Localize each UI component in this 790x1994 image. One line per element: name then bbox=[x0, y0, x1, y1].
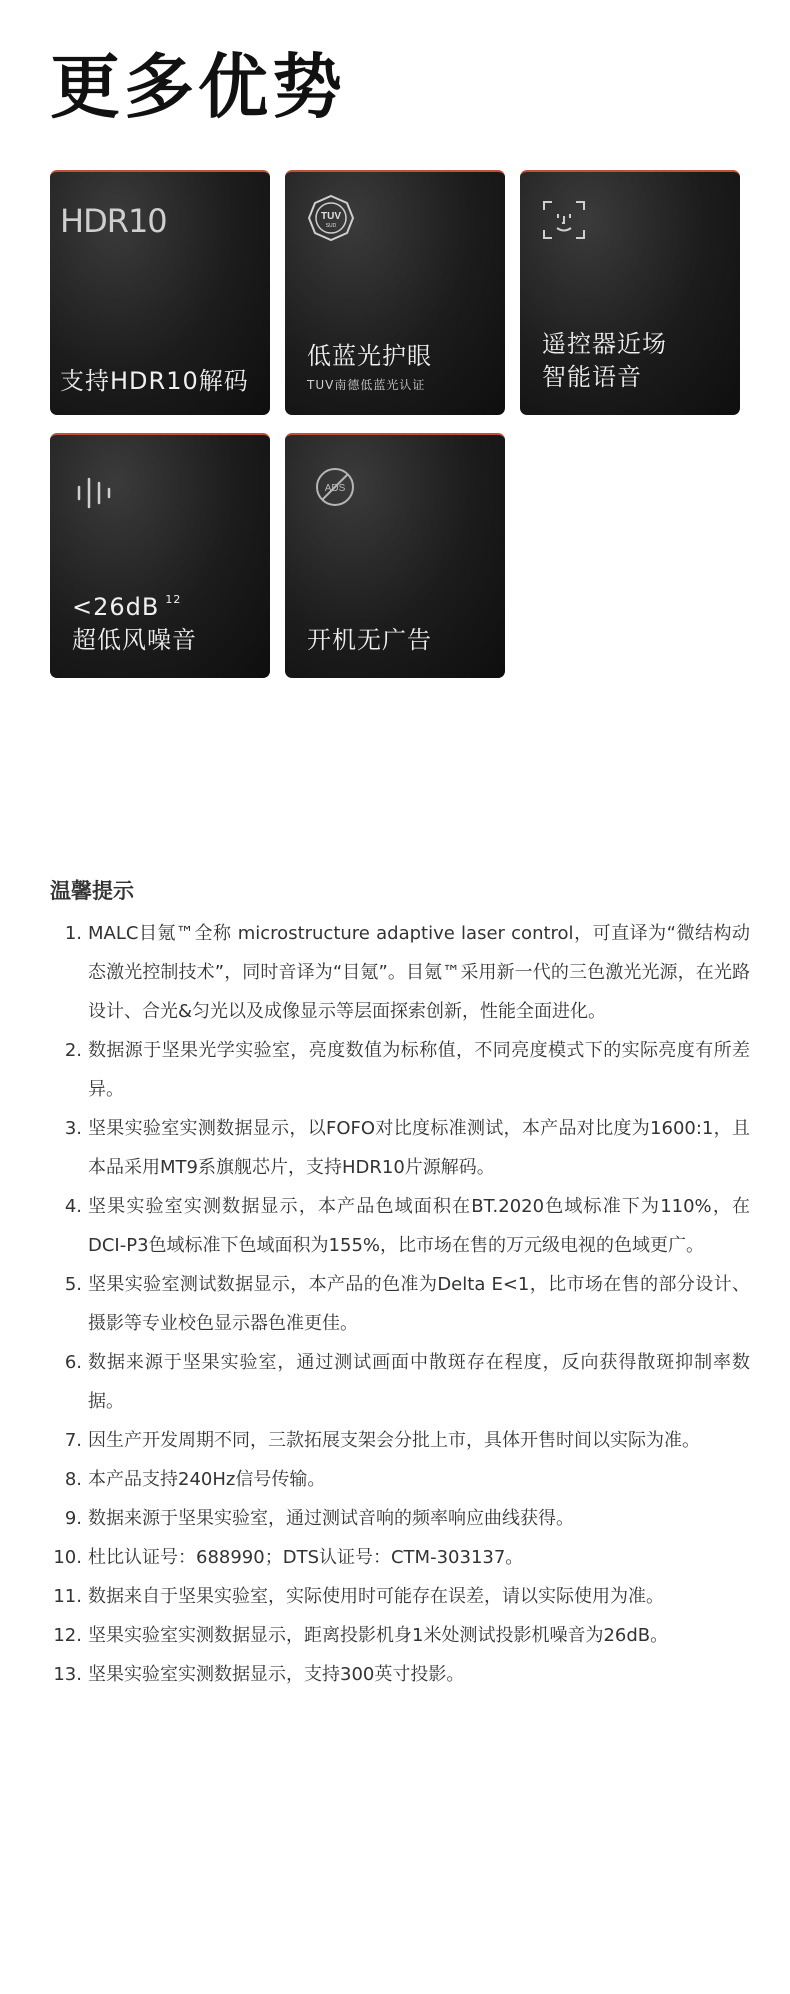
tuv-badge-top: TUV bbox=[321, 211, 341, 222]
note-number: 12. bbox=[53, 1625, 82, 1646]
note-text: 坚果实验室实测数据显示，以FOFO对比度标准测试，本产品对比度为1600:1，且本品采用MT9系旗舰芯片，支持HDR10片源解码。 bbox=[88, 1118, 750, 1178]
feature-card-low-blue-light bbox=[285, 170, 505, 415]
note-number: 11. bbox=[53, 1586, 82, 1607]
note-number: 8. bbox=[64, 1469, 82, 1490]
ads-badge-text: ADS bbox=[324, 483, 346, 494]
footnote-ref: 12 bbox=[165, 593, 182, 607]
note-text: 数据来自于坚果实验室，实际使用时可能存在误差，请以实际使用为准。 bbox=[88, 1586, 664, 1607]
noise-level-value: <26dB bbox=[72, 593, 160, 622]
feature-text-block bbox=[72, 591, 197, 656]
note-text: 数据来源于坚果实验室，通过测试画面中散斑存在程度，反向获得散斑抑制率数据。 bbox=[88, 1352, 750, 1412]
sound-wave-icon bbox=[74, 473, 114, 517]
feature-text-block bbox=[307, 624, 432, 656]
feature-card-hdr10 bbox=[50, 170, 270, 415]
notes-list bbox=[50, 914, 750, 1694]
note-text: MALC目氪™全称 microstructure adaptive laser control，可直译为“微结构动态激光控制技术”，同时音译为“目氪”。目氪™采用新一代的三色激光光源，在光路设计、合光&匀光以及成像显示等层面探索创新，性能全面进化。 bbox=[88, 923, 750, 1022]
note-number: 2. bbox=[64, 1040, 82, 1061]
note-item bbox=[50, 1538, 750, 1577]
hdr10-label: HDR10 bbox=[60, 202, 167, 240]
note-number: 7. bbox=[64, 1430, 82, 1451]
note-item bbox=[50, 1265, 750, 1343]
note-text: 坚果实验室实测数据显示，距离投影机身1米处测试投影机噪音为26dB。 bbox=[88, 1625, 669, 1646]
feature-card-voice bbox=[520, 170, 740, 415]
feature-subtext: TUV南德低蓝光认证 bbox=[307, 377, 426, 392]
face-scan-icon bbox=[542, 198, 586, 246]
note-item bbox=[50, 1031, 750, 1109]
note-item bbox=[50, 1577, 750, 1616]
feature-text-block bbox=[307, 340, 432, 393]
feature-card-noise bbox=[50, 433, 270, 678]
note-number: 5. bbox=[64, 1274, 82, 1295]
note-item bbox=[50, 1187, 750, 1265]
note-text: 杜比认证号：688990；DTS认证号：CTM-303137。 bbox=[88, 1547, 524, 1568]
no-ads-icon bbox=[313, 465, 357, 513]
note-item bbox=[50, 1109, 750, 1187]
note-item bbox=[50, 1460, 750, 1499]
note-number: 9. bbox=[64, 1508, 82, 1529]
note-item bbox=[50, 1499, 750, 1538]
feature-text: 超低风噪音 bbox=[72, 625, 197, 654]
note-text: 数据源于坚果光学实验室，亮度数值为标称值，不同亮度模式下的实际亮度有所差异。 bbox=[88, 1040, 750, 1100]
feature-text: 低蓝光护眼 bbox=[307, 342, 432, 371]
page-title: 更多优势 bbox=[50, 46, 346, 128]
feature-text-line1: 遥控器近场 bbox=[542, 330, 667, 359]
feature-text-block bbox=[542, 328, 667, 393]
feature-text-line2: 智能语音 bbox=[542, 362, 642, 391]
note-item bbox=[50, 1421, 750, 1460]
note-text: 本产品支持240Hz信号传输。 bbox=[88, 1469, 326, 1490]
note-text: 因生产开发周期不同，三款拓展支架会分批上市，具体开售时间以实际为准。 bbox=[88, 1430, 700, 1451]
note-number: 6. bbox=[64, 1352, 82, 1373]
note-text: 数据来源于坚果实验室，通过测试音响的频率响应曲线获得。 bbox=[88, 1508, 574, 1529]
noise-level bbox=[72, 591, 197, 623]
note-text: 坚果实验室实测数据显示，本产品色域面积在BT.2020色域标准下为110%，在DCI-P3色域标准下色域面积为155%，比市场在售的万元级电视的色域更广。 bbox=[88, 1196, 750, 1256]
feature-text: 开机无广告 bbox=[307, 625, 432, 654]
note-item bbox=[50, 1616, 750, 1655]
tuv-badge-icon bbox=[307, 194, 355, 246]
note-number: 4. bbox=[64, 1196, 82, 1217]
note-item bbox=[50, 1343, 750, 1421]
note-number: 1. bbox=[64, 923, 82, 944]
feature-text: 支持HDR10解码 bbox=[60, 366, 249, 395]
note-item bbox=[50, 1655, 750, 1694]
note-item bbox=[50, 914, 750, 1031]
feature-card-no-ads bbox=[285, 433, 505, 678]
note-text: 坚果实验室实测数据显示，支持300英寸投影。 bbox=[88, 1664, 465, 1685]
notes-title: 温馨提示 bbox=[50, 879, 134, 903]
note-number: 13. bbox=[53, 1664, 82, 1685]
note-number: 3. bbox=[64, 1118, 82, 1139]
note-number: 10. bbox=[53, 1547, 82, 1568]
note-text: 坚果实验室测试数据显示，本产品的色准为Delta E<1，比市场在售的部分设计、摄影等专业校色显示器色准更佳。 bbox=[88, 1274, 750, 1334]
tuv-badge-bottom: SUD bbox=[325, 223, 337, 229]
